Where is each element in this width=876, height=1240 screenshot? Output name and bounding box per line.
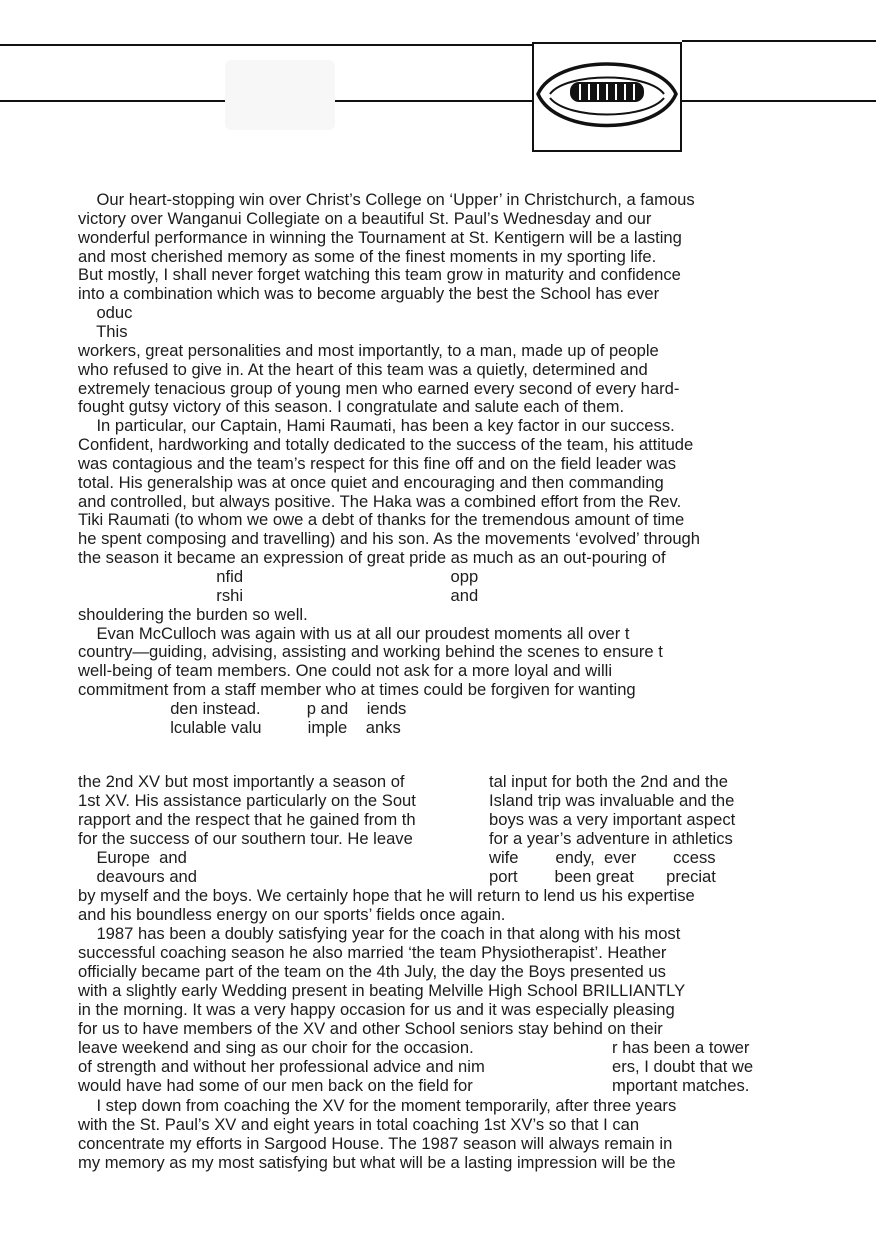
text-line: country—guiding, advising, assisting and working behind the scenes to ensure t [78,642,663,661]
text-line: workers, great personalities and most importantly, to a man, made up of people [78,341,659,360]
text-line: This [78,322,128,341]
text-line-left-part: of strength and without her professional advice and nim [78,1057,485,1076]
text-line: In particular, our Captain, Hami Raumati, has been a key factor in our success. [78,416,675,435]
column-left-line: Europe and [78,848,187,867]
text-line: oduc [78,303,133,322]
text-line: commitment from a staff member who at times could be forgiven for wanting [78,680,636,699]
text-line: wonderful performance in winning the Tournament at St. Kentigern will be a lasting [78,228,682,247]
header-rule-top-left [0,44,532,46]
faded-area [225,60,335,130]
text-line: was contagious and the team’s respect for this fine off and on the field leader was [78,454,677,473]
text-line: extremely tenacious group of young men who earned every second of every hard- [78,379,680,398]
column-right-line: boys was a very important aspect [489,810,736,829]
text-line: in the morning. It was a very happy occasion for us and it was especially pleasing [78,1000,675,1019]
logo-box [532,42,682,152]
column-left-line: 1st XV. His assistance particularly on the Sout [78,791,416,810]
text-line: nfid opp [78,567,479,586]
rugby-ball-icon [534,44,680,150]
text-line: and most cherished memory as some of the finest moments in my sporting life. [78,247,657,266]
text-line: and his boundless energy on our sports’ fields once again. [78,905,506,924]
text-line: the season it became an expression of great pride as much as an out-pouring of [78,548,666,567]
text-line: by myself and the boys. We certainly hope that he will return to lend us his expertise [78,886,695,905]
text-line: But mostly, I shall never forget watching this team grow in maturity and confidence [78,265,681,284]
text-line: total. His generalship was at once quiet and encouraging and then commanding [78,473,664,492]
column-right-line: port been great preciat [489,867,716,886]
text-line: I step down from coaching the XV for the moment temporarily, after three years [78,1096,677,1115]
column-right-line: for a year’s adventure in athletics [489,829,733,848]
text-line: victory over Wanganui Collegiate on a beautiful St. Paul’s Wednesday and our [78,209,652,228]
text-line-left-part: would have had some of our men back on the field for [78,1076,473,1095]
text-line: lculable valu imple anks [78,718,401,737]
text-line: who refused to give in. At the heart of this team was a quietly, determined and [78,360,648,379]
text-line: into a combination which was to become arguably the best the School has ever [78,284,660,303]
text-line: for us to have members of the XV and other School seniors stay behind on their [78,1019,663,1038]
text-line: with a slightly early Wedding present in beating Melville High School BRILLIANTLY [78,981,686,1000]
column-right-line: tal input for both the 2nd and the [489,772,728,791]
text-line: den instead. p and iends [78,699,407,718]
text-line: rshi and [78,586,479,605]
text-line: concentrate my efforts in Sargood House. The 1987 season will always remain in [78,1134,673,1153]
text-line-right-part: mportant matches. [612,1076,750,1095]
header-rule-bottom-right [682,100,876,102]
text-line-right-part: ers, I doubt that we [612,1057,754,1076]
text-line: officially became part of the team on the 4th July, the day the Boys presented us [78,962,666,981]
column-left-line: for the success of our southern tour. He leave [78,829,413,848]
text-line: well-being of team members. One could not ask for a more loyal and willi [78,661,613,680]
text-line: and controlled, but always positive. The Haka was a combined effort from the Rev. [78,492,682,511]
column-right-line: wife endy, ever ccess [489,848,716,867]
text-line: Evan McCulloch was again with us at all our proudest moments all over t [78,624,630,643]
column-left-line: the 2nd XV but most importantly a season of [78,772,405,791]
text-line: Confident, hardworking and totally dedicated to the success of the team, his attitude [78,435,694,454]
text-line: Our heart-stopping win over Christ’s College on ‘Upper’ in Christchurch, a famous [78,190,695,209]
text-line: shouldering the burden so well. [78,605,308,624]
column-left-line: deavours and [78,867,198,886]
text-line: successful coaching season he also married ‘the team Physiotherapist’. Heather [78,943,667,962]
column-left-line: rapport and the respect that he gained from th [78,810,416,829]
column-right-line: Island trip was invaluable and the [489,791,735,810]
text-line: fought gutsy victory of this season. I congratulate and salute each of them. [78,397,625,416]
text-line-left-part: leave weekend and sing as our choir for the occasion. [78,1038,474,1057]
text-line: Tiki Raumati (to whom we owe a debt of thanks for the tremendous amount of time [78,510,685,529]
text-line: my memory as my most satisfying but what will be a lasting impression will be the [78,1153,676,1172]
text-line-right-part: r has been a tower [612,1038,750,1057]
text-line: he spent composing and travelling) and his son. As the movements ‘evolved’ through [78,529,701,548]
header-rule-top-right [682,40,876,42]
text-line: with the St. Paul’s XV and eight years in total coaching 1st XV’s so that I can [78,1115,640,1134]
text-line: 1987 has been a doubly satisfying year for the coach in that along with his most [78,924,681,943]
